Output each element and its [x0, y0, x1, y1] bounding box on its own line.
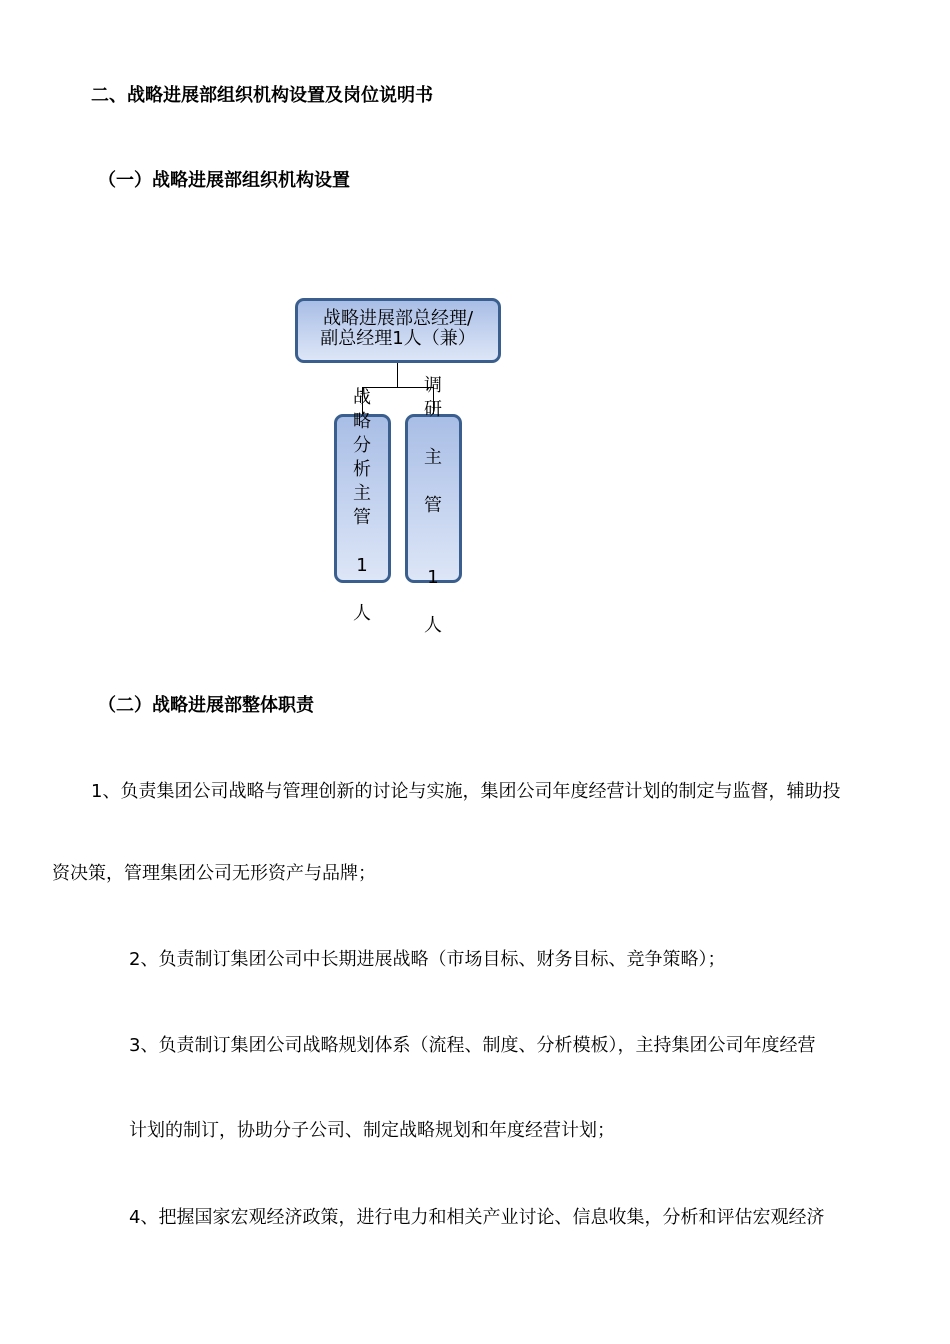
org-right-char [421, 590, 445, 614]
org-connector-vertical [397, 363, 398, 388]
org-left-char: 人 [353, 603, 371, 624]
org-right-char [421, 542, 445, 566]
duty-4-line-1: 4、把握国家宏观经济政策，进行电力和相关产业讨论、信息收集，分析和评估宏观经济 [129, 1207, 825, 1228]
org-section-title: （一）战略进展部组织机构设置 [98, 170, 350, 191]
org-left-char: 略 [353, 411, 371, 432]
org-left-char: 析 [353, 459, 371, 480]
org-right-char: 调 [424, 375, 442, 396]
org-right-char [421, 470, 445, 494]
org-left-char [350, 530, 374, 554]
org-right-char: 人 [424, 615, 442, 636]
org-right-char: 主 [424, 447, 442, 468]
org-box-general-manager-line2: 副总经理1人（兼） [320, 328, 476, 349]
duty-3-line-2: 计划的制订，协助分子公司、制定战略规划和年度经营计划； [129, 1120, 615, 1141]
org-left-char: 主 [353, 483, 371, 504]
org-left-char: 1 [356, 555, 368, 576]
section-title: 二、战略进展部组织机构设置及岗位说明书 [91, 85, 433, 106]
org-right-char: 管 [424, 495, 442, 516]
org-left-char: 分 [353, 435, 371, 456]
org-box-general-manager-label [295, 309, 501, 349]
duty-1-line-1: 1、负责集团公司战略与管理创新的讨论与实施，集团公司年度经营计划的制定与监督，辅助投 [91, 781, 841, 802]
org-box-research-supervisor-label [421, 374, 445, 638]
org-right-char: 1 [427, 567, 439, 588]
org-box-general-manager-line1: 战略进展部总经理/ [322, 308, 474, 329]
org-left-char: 战 [353, 387, 371, 408]
duty-2: 2、负责制订集团公司中长期进展战略（市场目标、财务目标、竞争策略）； [129, 949, 726, 970]
duty-1-line-2: 资决策，管理集团公司无形资产与品牌； [52, 863, 376, 884]
org-right-char [421, 518, 445, 542]
org-box-strategy-analysis-supervisor-label [350, 386, 374, 626]
org-left-char [350, 578, 374, 602]
org-left-char: 管 [353, 507, 371, 528]
org-right-char: 研 [424, 399, 442, 420]
duty-3-line-1: 3、负责制订集团公司战略规划体系（流程、制度、分析模板），主持集团公司年度经营 [129, 1035, 816, 1056]
duties-section-title: （二）战略进展部整体职责 [98, 695, 314, 716]
org-right-char [421, 422, 445, 446]
